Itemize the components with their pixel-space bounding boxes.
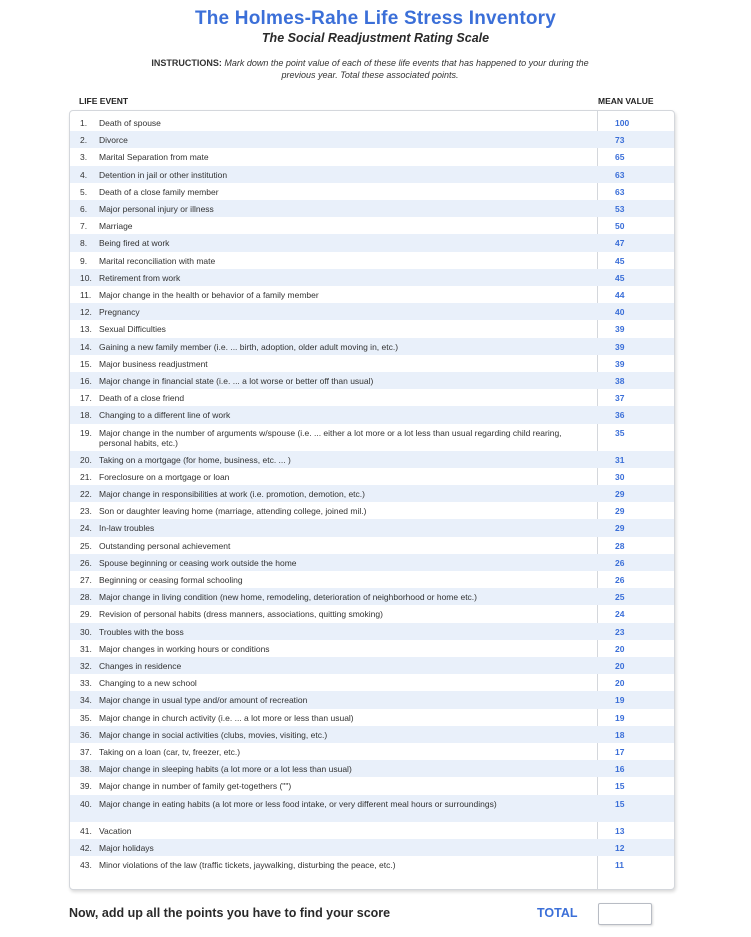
row-number: 30. [80,626,92,637]
row-mean-value: 31 [615,454,625,465]
row-event: Minor violations of the law (traffic tickets, jaywalking, disturbing the peace, etc.) [99,860,396,870]
table-row [70,777,674,794]
row-number: 7. [80,221,88,232]
row-event: Major change in usual type and/or amount of recreation [99,695,308,706]
table-row [70,372,674,389]
row-event: Death of a close family member [99,186,219,197]
table-row [70,554,674,571]
row-mean-value: 18 [615,729,625,740]
row-number: 35. [80,712,92,723]
row-mean-value: 15 [615,798,625,809]
row-event: Changing to a different line of work [99,410,231,421]
row-number: 24. [80,523,92,534]
table-row [70,338,674,355]
row-mean-value: 17 [615,747,625,757]
row-event: Taking on a mortgage (for home, business, etc. ... ) [99,454,291,465]
row-event: Major change in financial state (i.e. ... a lot worse or better off than usual) [99,376,374,386]
row-number: 16. [80,376,92,386]
row-event: Son or daughter leaving home (marriage, attending college, joined mil.) [99,506,367,517]
table-row [70,839,674,856]
row-event: Retirement from work [99,272,181,283]
row-mean-value: 20 [615,678,625,689]
table-row [70,760,674,777]
row-mean-value: 13 [615,825,625,836]
row-number: 20. [80,454,92,465]
row-mean-value: 100 [615,118,630,128]
row-mean-value: 45 [615,255,625,266]
row-mean-value: 63 [615,186,625,197]
table-row [70,822,674,839]
row-event: Major changes in working hours or conditions [99,643,270,654]
row-mean-value: 28 [615,540,625,551]
row-number: 22. [80,489,92,499]
table-row [70,252,674,269]
table-row [70,406,674,423]
row-number: 10. [80,272,92,283]
table-row [70,674,674,691]
row-mean-value: 39 [615,324,625,335]
row-mean-value: 19 [615,712,625,723]
table-row [70,709,674,726]
row-number: 8. [80,238,88,249]
row-number: 38. [80,764,92,775]
row-mean-value: 65 [615,152,625,163]
row-event: Changing to a new school [99,678,197,689]
table-row [70,468,674,485]
row-event: Gaining a new family member (i.e. ... birth, adoption, older adult moving in, etc.) [99,341,399,352]
row-event: Major change in social activities (clubs, movies, visiting, etc.) [99,729,328,740]
row-event: Sexual Difficulties [99,324,166,335]
row-number: 2. [80,135,88,146]
life-event-table [69,110,675,890]
total-label: TOTAL [537,906,578,920]
row-mean-value: 30 [615,471,625,482]
row-mean-value: 23 [615,626,625,637]
row-mean-value: 11 [615,860,624,870]
row-mean-value: 47 [615,238,625,249]
table-row [70,114,674,131]
row-mean-value: 29 [615,506,625,517]
row-number: 25. [80,540,92,551]
row-event: Taking on a loan (car, tv, freezer, etc.) [99,747,241,757]
row-event: Major personal injury or illness [99,204,214,214]
row-mean-value: 16 [615,764,625,775]
row-mean-value: 36 [615,410,625,421]
row-number: 18. [80,410,92,421]
row-number: 12. [80,307,92,318]
row-event: Major change in living condition (new home, remodeling, deterioration of neighborhood or home etc.) [99,592,477,603]
row-number: 19. [80,427,92,438]
table-row [70,605,674,622]
row-number: 33. [80,678,92,689]
table-row [70,795,674,822]
row-number: 3. [80,152,88,163]
row-event: Pregnancy [99,307,140,318]
instructions-lead: INSTRUCTIONS: [151,58,222,68]
table-row [70,726,674,743]
row-number: 4. [80,169,88,180]
row-mean-value: 12 [615,842,625,853]
row-number: 39. [80,781,92,792]
row-number: 43. [80,860,92,870]
row-number: 27. [80,575,92,585]
row-number: 1. [80,118,88,128]
table-row [70,131,674,148]
row-mean-value: 44 [615,290,625,300]
row-number: 34. [80,695,92,706]
row-event: Major holidays [99,842,154,853]
table-row [70,485,674,502]
row-event: Vacation [99,825,132,836]
row-event: Death of spouse [99,118,161,128]
row-event: Marital reconciliation with mate [99,255,216,266]
table-row [70,502,674,519]
row-event: In-law troubles [99,523,155,534]
row-mean-value: 19 [615,695,625,706]
row-event: Major change in number of family get-togethers ("") [99,781,292,792]
row-mean-value: 63 [615,169,625,180]
table-row [70,355,674,372]
row-number: 9. [80,255,88,266]
table-row [70,200,674,217]
row-number: 5. [80,186,88,197]
page-subtitle: The Social Readjustment Rating Scale [261,31,490,45]
table-row [70,856,674,873]
row-mean-value: 39 [615,358,625,369]
page-title: The Holmes-Rahe Life Stress Inventory [194,8,557,29]
row-mean-value: 38 [615,376,625,386]
row-event: Major change in the number of arguments w/spouse (i.e. ... either a lot more or a lot less than usual regarding child rearing, personal habits, etc.) [99,427,562,449]
row-mean-value: 25 [615,592,625,603]
table-row [70,640,674,657]
row-event: Marriage [99,221,133,232]
column-header-life-event: LIFE EVENT [79,96,129,106]
row-number: 42. [80,842,92,853]
table-row [70,234,674,251]
table-row [70,286,674,303]
row-event: Major change in the health or behavior of a family member [99,290,319,300]
row-mean-value: 39 [615,341,625,352]
row-event: Marital Separation from mate [99,152,209,163]
score-prompt: Now, add up all the points you have to find your score [69,906,391,920]
row-event: Detention in jail or other institution [99,169,228,180]
row-mean-value: 53 [615,204,625,214]
instructions [150,58,590,81]
row-mean-value: 29 [615,523,625,534]
row-event: Revision of personal habits (dress manners, associations, quitting smoking) [99,609,383,620]
row-event: Beginning or ceasing formal schooling [99,575,243,585]
table-row [70,571,674,588]
row-mean-value: 45 [615,272,625,283]
row-event: Major change in responsibilities at work (i.e. promotion, demotion, etc.) [99,489,365,499]
row-number: 23. [80,506,92,517]
row-number: 14. [80,341,92,352]
row-event: Spouse beginning or ceasing work outside the home [99,557,297,568]
table-row [70,303,674,320]
row-mean-value: 24 [615,609,625,620]
table-row [70,269,674,286]
row-mean-value: 15 [615,781,625,792]
table-row [70,320,674,337]
row-number: 13. [80,324,92,335]
row-number: 26. [80,557,92,568]
row-number: 31. [80,643,92,654]
row-number: 11. [80,290,92,300]
row-number: 28. [80,592,92,603]
table-row [70,183,674,200]
row-event: Divorce [99,135,128,146]
row-mean-value: 26 [615,575,625,585]
row-number: 37. [80,747,92,757]
table-row [70,743,674,760]
row-event: Troubles with the boss [99,626,184,637]
row-event: Changes in residence [99,661,182,671]
row-number: 6. [80,204,88,214]
row-mean-value: 35 [615,427,625,438]
table-row [70,519,674,536]
column-header-mean-value: MEAN VALUE [598,96,654,106]
row-number: 41. [80,825,92,836]
row-event: Major change in eating habits (a lot more or less food intake, or very different meal hours or surroundings) [99,798,497,809]
row-event: Major change in sleeping habits (a lot more or a lot less than usual) [99,764,352,775]
row-number: 32. [80,661,92,671]
row-event: Death of a close friend [99,393,185,404]
table-row [70,217,674,234]
row-event: Being fired at work [99,238,170,249]
instructions-text: Mark down the point value of each of these life events that has happened to your during the previous year. Total these associated points. [224,58,589,80]
table-row [70,389,674,406]
table-row [70,424,674,451]
table-row [70,451,674,468]
row-number: 36. [80,729,92,740]
row-mean-value: 37 [615,393,625,404]
row-mean-value: 50 [615,221,625,232]
row-number: 17. [80,393,92,404]
table-row [70,166,674,183]
row-mean-value: 26 [615,557,625,568]
row-number: 21. [80,471,92,482]
row-event: Major change in church activity (i.e. ... a lot more or less than usual) [99,712,354,723]
row-mean-value: 73 [615,135,625,146]
row-number: 15. [80,358,92,369]
table-row [70,691,674,708]
row-event: Major business readjustment [99,358,208,369]
row-mean-value: 20 [615,643,625,654]
row-number: 29. [80,609,92,620]
table-row [70,588,674,605]
table-row [70,537,674,554]
table-row [70,657,674,674]
row-mean-value: 40 [615,307,625,318]
row-event: Outstanding personal achievement [99,540,231,551]
row-number: 40. [80,798,92,809]
row-mean-value: 20 [615,661,625,671]
row-mean-value: 29 [615,489,625,499]
total-input[interactable] [598,903,652,925]
row-event: Foreclosure on a mortgage or loan [99,471,230,482]
table-row [70,148,674,165]
table-row [70,623,674,640]
